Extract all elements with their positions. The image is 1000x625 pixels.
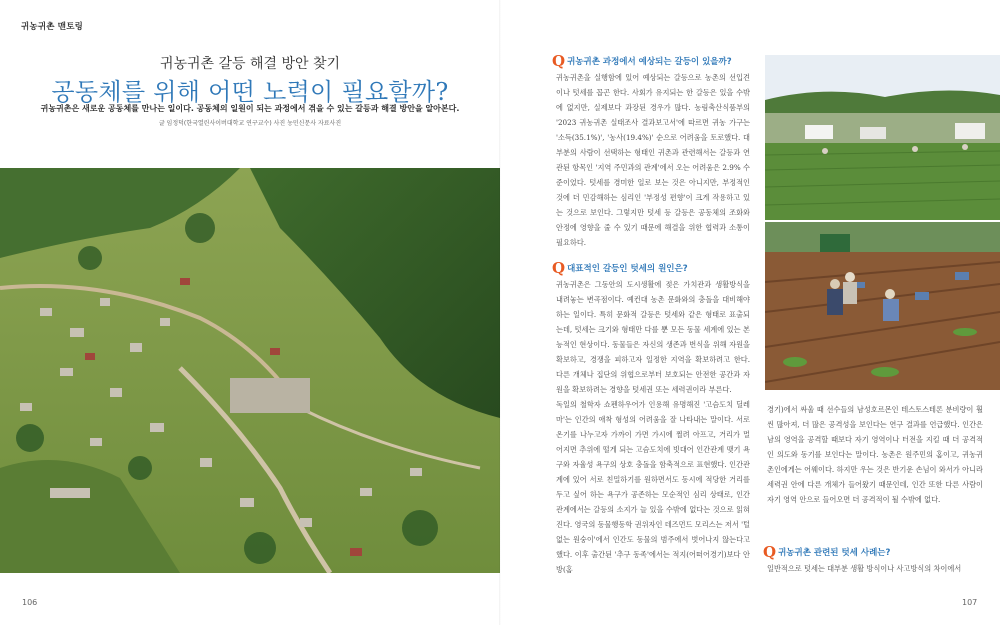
gutter [499, 0, 501, 625]
page-title: 공동체를 위해 어떤 노력이 필요할까? [51, 78, 449, 106]
kicker: 귀농귀촌 갈등 해결 방안 찾기 [159, 56, 341, 72]
paragraph: 귀농귀촌은 그동안의 도시생활에 젖은 가치관과 생활방식을 내려놓는 변곡점이다. 예컨대 농촌 문화와의 충돌을 대비해야 하는 일이다. 특히 문화적 갈등은 텃세와 같은 형태로 표출되는데, 텃세는 크기와 형태만 다를 뿐 모든 동물 세계에 있는 본능적인 현상이다. 동물들은 자신의 생존과 번식을 위해 자원을 확보하고, 경쟁을 피하고자 일정한 지역을 확보하려고 한다. 다른 개체나 집단의 위협으로부터 보호되는 안전한 공간과 자원을 확보하려는 경향을 텃세권 또는 세력권이라 부른다. [556, 280, 750, 394]
field-photo-2 [765, 222, 1000, 390]
question-heading-3: Q귀농귀촌 관련된 텃세 사례는? [763, 543, 891, 561]
q-icon: Q [552, 52, 566, 70]
q-icon: Q [552, 259, 566, 277]
section-tag: 귀농귀촌 맨토링 [21, 22, 84, 32]
page-number-right: 107 [962, 598, 978, 607]
paragraph: 경기)에서 싸울 때 선수들의 남성호르몬인 테스토스테론 분비량이 훨씬 많아져, 더 많은 공격성을 보인다는 연구 결과를 언급했다. 인간은 남의 영역을 공격할 때보다 자기 영역이나 터전을 지킬 때 더 공격적인 의도와 동기를 보인다는 말이다. 농촌은 원주민의 홈이고, 귀농귀촌인에게는 어웨이다. 하지만 우는 것은 반기운 손님이 와서가 아니라 세력권 안에 다른 개체가 들어왔기 때문인데, 인간 또한 다른 사람이 자기 영역 안으로 들어오면 더 공격적이 될 수밖에 없다. [767, 405, 983, 504]
page-number-left: 106 [22, 598, 38, 607]
q-icon: Q [763, 543, 777, 561]
lede: 귀농귀촌은 새로운 공동체를 만나는 일이다. 공동체의 일원이 되는 과정에서 겪을 수 있는 갈등과 해결 방안을 알아본다. [40, 104, 460, 113]
paragraph: 귀농귀촌을 실행함에 있어 예상되는 갈등으로 농촌의 선입견이나 텃세를 꼽곤 한다. 사회가 유지되는 한 갈등은 있을 수밖에 없지만, 실제보다 과장된 경우가 많다. 농림축산식품부의 '2023 귀농귀촌 실태조사 결과보고서'에 따르면 귀농 가구는 '소득(35.1%)', '농사(19.4%)' 순으로 어려움을 토로했다. 대부분의 사람이 선택하는 형태인 귀촌과 관련해서는 갈등과 연관된 항목인 '지역 주민과의 관계'에서 오는 어려움은 2.9% 수준이었다. 텃세를 경미한 일로 보는 것은 아니지만, 부정적인 것에 더 민감해하는 심리인 '부정성 편향'이 크게 작용하고 있는 것으로 보인다. 그렇지만 텃세 등 갈등은 공동체의 조화와 안정에 영향을 줄 수 있기 때문에 해결을 위한 협력과 소통이 필요하다. [556, 73, 750, 247]
field-photo-1 [765, 55, 1000, 220]
aerial-village-photo [0, 168, 500, 573]
question-heading-2: Q대표적인 갈등인 텃세의 원인은? [552, 259, 688, 277]
byline: 글 임정덕(한국열린사이버대학교 연구교수) 사진 농민신문사 자료사진 [158, 120, 342, 127]
paragraph: 일반적으로 텃세는 대부분 생활 방식이나 사고방식의 차이에서 [767, 564, 962, 573]
paragraph: 독일의 철학자 쇼펜하우어가 인용해 유명해진 '고슴도치 딜레마'는 인간의 애착 형성의 어려움을 잘 나타내는 말이다. 서로 온기를 나누고자 가까이 가면 가시에 찔려 아프고, 거리가 멀어지면 추위에 떨게 되는 고슴도치에 빗대어 인간관계 맺기 욕구와 자율성 욕구의 상호 충돌을 함축적으로 표현했다. 인간관계에 있어 서로 친밀하기를 원하면서도 동시에 적당한 거리를 두고 싶어 하는 욕구가 공존하는 모순적인 심리 상태로, 인간관계에서는 갈등의 소지가 늘 있을 수밖에 없다는 것으로 읽혀진다. 영국의 동물행동학 권위자인 데즈먼드 모리스는 저서 '털 없는 원숭이'에서 인간도 동물의 범주에서 벗어나지 않는다고 했다. 이후 출간된 '추구 동족'에서는 적지(어떠어경기)보다 안방(홈 [556, 400, 750, 574]
question-heading-1: Q귀농귀촌 과정에서 예상되는 갈등이 있을까? [552, 52, 732, 70]
